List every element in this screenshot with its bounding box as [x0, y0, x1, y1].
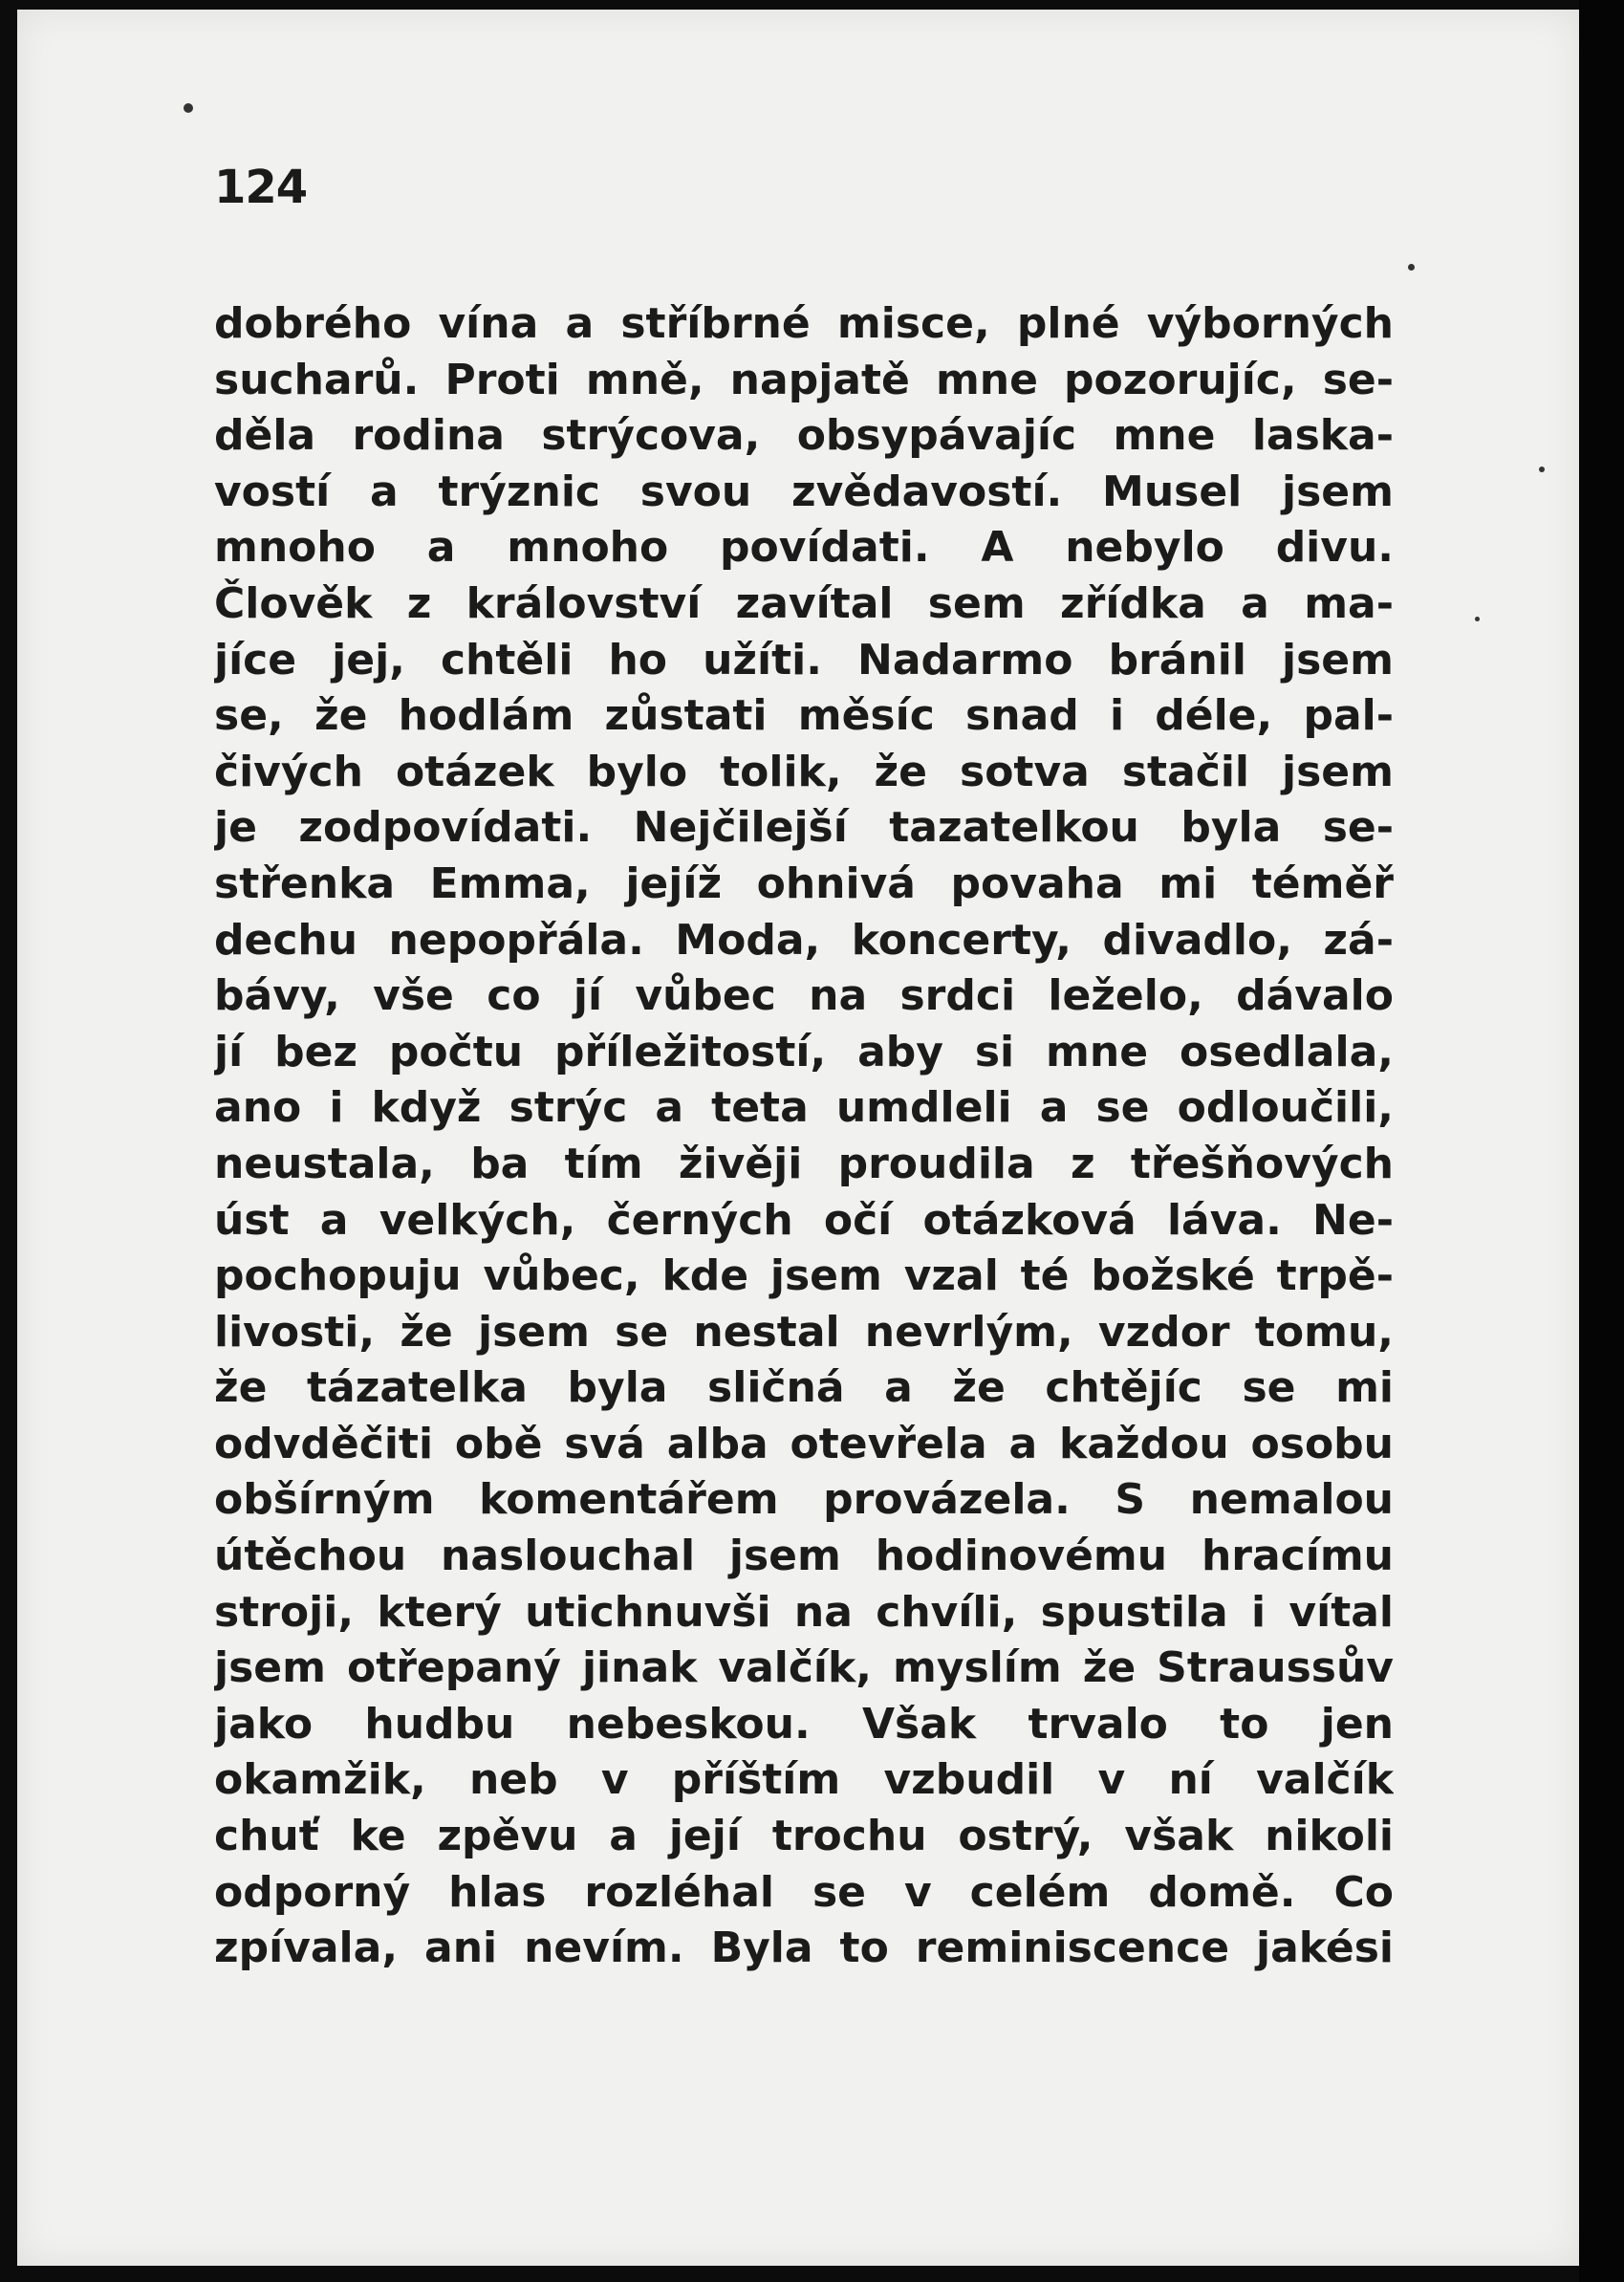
text-line: vostí a trýznic svou zvědavostí. Musel jsem [214, 467, 1394, 516]
dust-speck [1408, 264, 1415, 271]
text-line: livosti, že jsem se nestal nevrlým, vzdor tomu, [214, 1307, 1394, 1357]
text-line: obšírným komentářem provázela. S nemalou [214, 1475, 1394, 1525]
text-line: pochopuju vůbec, kde jsem vzal té božské trpě- [214, 1251, 1394, 1301]
text-line: okamžik, neb v příštím vzbudil v ní valčík [214, 1755, 1394, 1805]
text-line: zpívala, ani nevím. Byla to reminiscence jakési [214, 1923, 1394, 1973]
text-line: útěchou naslouchal jsem hodinovému hracímu [214, 1532, 1394, 1581]
page-number: 124 [214, 161, 308, 214]
text-line: mnoho a mnoho povídati. A nebylo divu. [214, 523, 1394, 573]
text-line: odporný hlas rozléhal se v celém domě. Co [214, 1867, 1394, 1917]
text-line: sucharů. Proti mně, napjatě mne pozorujíc, se- [214, 355, 1394, 404]
text-line: se, že hodlám zůstati měsíc snad i déle, pal- [214, 691, 1394, 741]
text-line: jíce jej, chtěli ho užíti. Nadarmo bránil jsem [214, 635, 1394, 685]
text-line: neustala, ba tím živěji proudila z třešňových [214, 1139, 1394, 1188]
body-text [214, 296, 1394, 1977]
text-line: dechu nepopřála. Moda, koncerty, divadlo, zá- [214, 915, 1394, 965]
dust-speck [1475, 617, 1480, 621]
text-line: bávy, vše co jí vůbec na srdci leželo, dávalo [214, 971, 1394, 1021]
text-line: jí bez počtu příležitostí, aby si mne osedlala, [214, 1027, 1394, 1076]
text-line: odvděčiti obě svá alba otevřela a každou osobu [214, 1419, 1394, 1468]
text-line: ano i když strýc a teta umdleli a se odloučili, [214, 1083, 1394, 1133]
dust-speck [1539, 467, 1545, 472]
text-line: čivých otázek bylo tolik, že sotva stačil jsem [214, 747, 1394, 796]
text-line: je zodpovídati. Nejčilejší tazatelkou byla se- [214, 803, 1394, 853]
text-line: dobrého vína a stříbrné misce, plné výborných [214, 299, 1394, 348]
text-line: Člověk z království zavítal sem zřídka a ma- [214, 578, 1394, 628]
scan-edge [1579, 0, 1624, 2282]
text-line: jako hudbu nebeskou. Však trvalo to jen [214, 1699, 1394, 1749]
text-line: děla rodina strýcova, obsypávajíc mne laska- [214, 411, 1394, 461]
text-line: střenka Emma, jejíž ohnivá povaha mi téměř [214, 858, 1394, 908]
text-line: chuť ke zpěvu a její trochu ostrý, však nikoli [214, 1812, 1394, 1861]
text-line: jsem otřepaný jinak valčík, myslím že Straussův [214, 1643, 1394, 1693]
text-line: úst a velkých, černých očí otázková láva. Ne- [214, 1195, 1394, 1245]
dust-speck [184, 103, 193, 113]
text-line: stroji, který utichnuvši na chvíli, spustila i vítal [214, 1587, 1394, 1637]
text-line: že tázatelka byla sličná a že chtějíc se mi [214, 1363, 1394, 1413]
